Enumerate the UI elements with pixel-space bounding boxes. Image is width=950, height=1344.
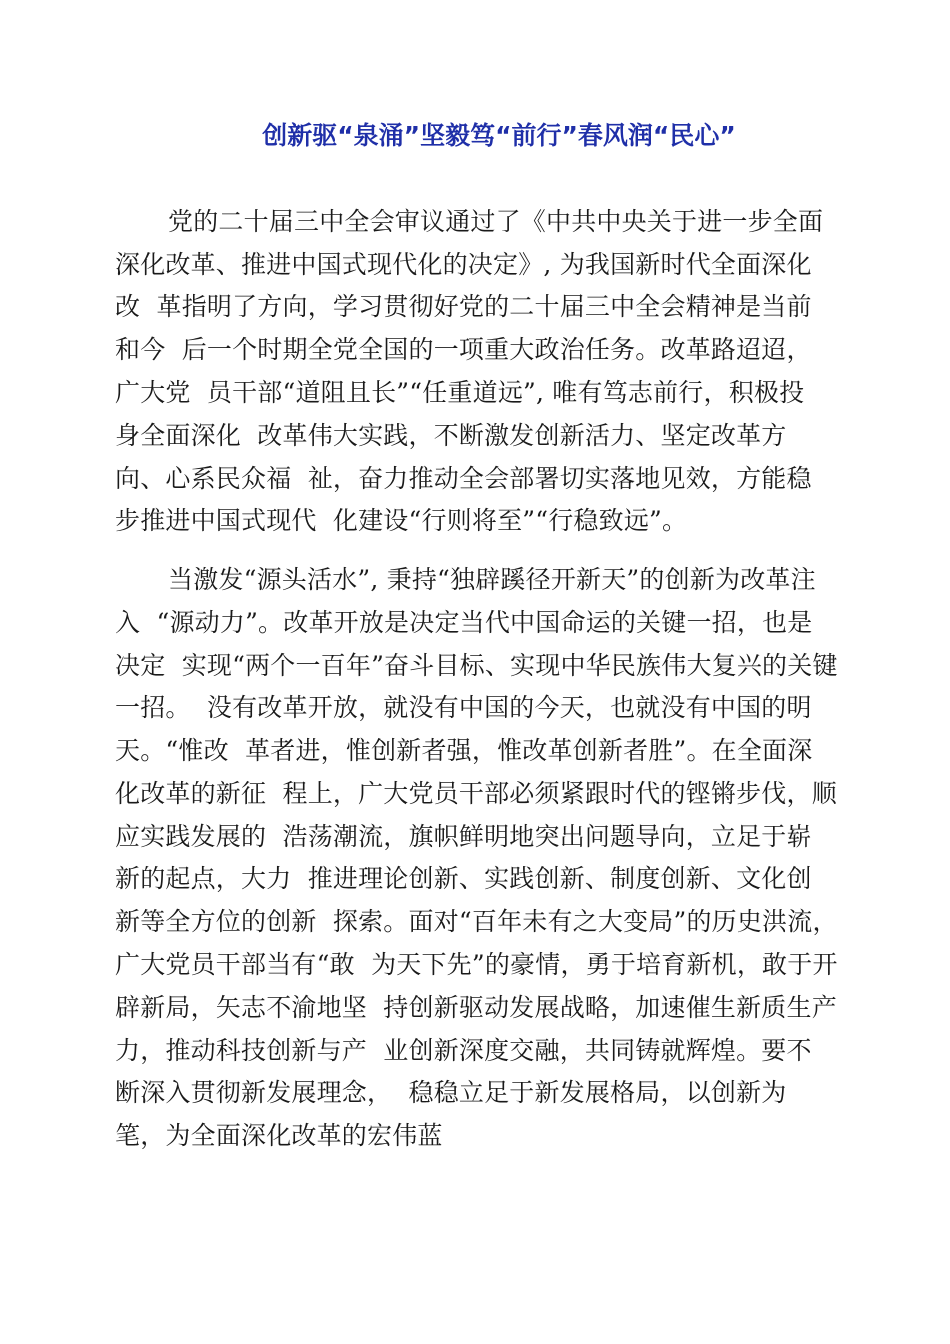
text-line: 和今 后一个时期全党全国的一项重大政治任务。改革路迢迢， xyxy=(115,335,812,364)
text-line: 当激发“源头活水”, 秉持“独辟蹊径开新天”的创新为改革注 xyxy=(168,565,816,594)
text-line: 深化改革、推进中国式现代化的决定》, 为我国新时代全面深化 xyxy=(115,250,812,279)
text-line: 新等全方位的创新 探索。面对“百年未有之大变局”的历史洪流， xyxy=(115,907,838,936)
text-line: 决定 实现“两个一百年”奋斗目标、实现中华民族伟大复兴的关键 xyxy=(115,651,838,680)
text-line: 断深入贯彻新发展理念， 稳稳立足于新发展格局，以创新为 xyxy=(115,1078,787,1107)
text-line: 广大党员干部当有“敢 为天下先”的豪情，勇于培育新机，敢于开 xyxy=(115,950,838,979)
text-line: 入 “源动力”。改革开放是决定当代中国命运的关键一招，也是 xyxy=(115,608,813,637)
text-line: 身全面深化 改革伟大实践，不断激发创新活力、坚定改革方 xyxy=(115,421,787,450)
text-line: 化改革的新征 程上，广大党员干部必须紧跟时代的铿锵步伐，顺 xyxy=(115,779,837,808)
text-line: 向、心系民众福 祉，奋力推动全会部署切实落地见效，方能稳 xyxy=(115,464,812,493)
text-line: 天。“惟改 革者进，惟创新者强，惟改革创新者胜”。在全面深 xyxy=(115,736,813,765)
text-line: 辟新局，矢志不渝地坚 持创新驱动发展战略，加速催生新质生产 xyxy=(115,993,837,1022)
text-line: 一招。 没有改革开放，就没有中国的今天，也就没有中国的明 xyxy=(115,693,812,722)
text-line: 笔，为全面深化改革的宏伟蓝 xyxy=(115,1121,443,1150)
text-line: 步推进中国式现代 化建设“行则将至”“行稳致远”。 xyxy=(115,506,688,535)
text-line: 新的起点，大力 推进理论创新、实践创新、制度创新、文化创 xyxy=(115,864,812,893)
text-line: 广大党 员干部“道阻且长”“任重道远”, 唯有笃志前行，积极投 xyxy=(115,378,805,407)
text-line: 力，推动科技创新与产 业创新深度交融，共同铸就辉煌。要不 xyxy=(115,1036,812,1065)
text-line: 党的二十届三中全会审议通过了《中共中央关于进一步全面 xyxy=(168,207,824,236)
page-title: 创新驱“泉涌”坚毅笃“前行”春风润“民心” xyxy=(262,121,736,150)
text-line: 改 革指明了方向，学习贯彻好党的二十届三中全会精神是当前 xyxy=(115,292,812,321)
text-line: 应实践发展的 浩荡潮流，旗帜鲜明地突出问题导向，立足于崭 xyxy=(115,822,812,851)
